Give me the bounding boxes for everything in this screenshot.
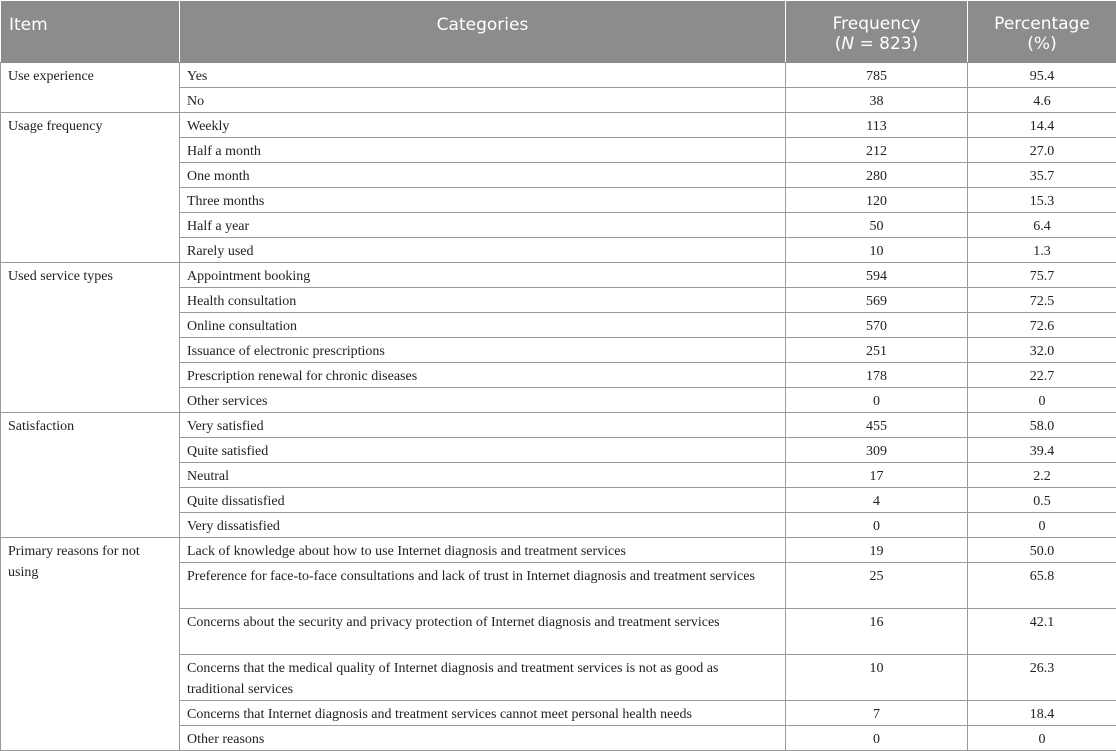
percentage-cell: 75.7 (968, 263, 1116, 288)
frequency-cell: 0 (786, 513, 968, 538)
category-cell: Quite dissatisfied (180, 488, 786, 513)
category-cell: Lack of knowledge about how to use Internet diagnosis and treatment services (180, 538, 786, 563)
category-cell: Preference for face-to-face consultations and lack of trust in Internet diagnosis and treatment services (180, 563, 786, 609)
percentage-cell: 72.5 (968, 288, 1116, 313)
percentage-cell: 50.0 (968, 538, 1116, 563)
category-cell: Other reasons (180, 726, 786, 751)
category-cell: Concerns about the security and privacy protection of Internet diagnosis and treatment services (180, 609, 786, 655)
item-cell: Satisfaction (1, 413, 180, 538)
percentage-cell: 72.6 (968, 313, 1116, 338)
category-cell: Health consultation (180, 288, 786, 313)
percentage-cell: 22.7 (968, 363, 1116, 388)
table-row (1, 413, 1116, 438)
frequency-cell: 10 (786, 238, 968, 263)
frequency-cell: 113 (786, 113, 968, 138)
table-row (1, 263, 1116, 288)
frequency-cell: 120 (786, 188, 968, 213)
frequency-cell: 785 (786, 63, 968, 88)
percentage-cell: 42.1 (968, 609, 1116, 655)
header-frequency-label: Frequency (833, 14, 921, 34)
item-cell: Usage frequency (1, 113, 180, 263)
item-cell: Use experience (1, 63, 180, 113)
frequency-cell: 569 (786, 288, 968, 313)
category-cell: Concerns that the medical quality of Internet diagnosis and treatment services is not as good as traditional services (180, 655, 786, 701)
category-cell: Concerns that Internet diagnosis and treatment services cannot meet personal health needs (180, 701, 786, 726)
frequency-cell: 38 (786, 88, 968, 113)
header-categories: Categories (180, 1, 786, 63)
percentage-cell: 27.0 (968, 138, 1116, 163)
category-cell: One month (180, 163, 786, 188)
percentage-cell: 39.4 (968, 438, 1116, 463)
frequency-cell: 280 (786, 163, 968, 188)
frequency-cell: 4 (786, 488, 968, 513)
table-row (1, 538, 1116, 563)
percentage-cell: 2.2 (968, 463, 1116, 488)
item-cell: Used service types (1, 263, 180, 413)
percentage-cell: 0.5 (968, 488, 1116, 513)
frequency-cell: 50 (786, 213, 968, 238)
category-cell: Half a year (180, 213, 786, 238)
category-cell: Weekly (180, 113, 786, 138)
header-frequency-n: N (841, 34, 854, 54)
frequency-cell: 455 (786, 413, 968, 438)
header-item: Item (1, 1, 180, 63)
category-cell: Appointment booking (180, 263, 786, 288)
frequency-cell: 16 (786, 609, 968, 655)
frequency-cell: 0 (786, 388, 968, 413)
percentage-cell: 15.3 (968, 188, 1116, 213)
category-cell: Yes (180, 63, 786, 88)
category-cell: Very dissatisfied (180, 513, 786, 538)
table-row (1, 113, 1116, 138)
frequency-cell: 10 (786, 655, 968, 701)
frequency-cell: 0 (786, 726, 968, 751)
header-row (1, 1, 1116, 63)
percentage-cell: 35.7 (968, 163, 1116, 188)
category-cell: Issuance of electronic prescriptions (180, 338, 786, 363)
percentage-cell: 0 (968, 726, 1116, 751)
frequency-cell: 251 (786, 338, 968, 363)
header-percentage-unit: (%) (1027, 34, 1056, 54)
frequency-cell: 7 (786, 701, 968, 726)
category-cell: Very satisfied (180, 413, 786, 438)
percentage-cell: 1.3 (968, 238, 1116, 263)
percentage-cell: 6.4 (968, 213, 1116, 238)
percentage-cell: 18.4 (968, 701, 1116, 726)
category-cell: Half a month (180, 138, 786, 163)
header-frequency (786, 1, 968, 63)
category-cell: Three months (180, 188, 786, 213)
percentage-cell: 95.4 (968, 63, 1116, 88)
percentage-cell: 58.0 (968, 413, 1116, 438)
category-cell: Online consultation (180, 313, 786, 338)
frequency-cell: 178 (786, 363, 968, 388)
category-cell: Neutral (180, 463, 786, 488)
percentage-cell: 14.4 (968, 113, 1116, 138)
header-percentage (968, 1, 1116, 63)
percentage-cell: 65.8 (968, 563, 1116, 609)
frequency-cell: 17 (786, 463, 968, 488)
frequency-cell: 19 (786, 538, 968, 563)
header-percentage-label: Percentage (994, 14, 1090, 34)
category-cell: No (180, 88, 786, 113)
percentage-cell: 0 (968, 388, 1116, 413)
frequency-cell: 309 (786, 438, 968, 463)
category-cell: Quite satisfied (180, 438, 786, 463)
category-cell: Other services (180, 388, 786, 413)
percentage-cell: 32.0 (968, 338, 1116, 363)
header-frequency-rest: = 823) (854, 34, 918, 54)
percentage-cell: 0 (968, 513, 1116, 538)
header-frequency-open: ( (835, 34, 842, 54)
frequency-cell: 594 (786, 263, 968, 288)
frequency-cell: 212 (786, 138, 968, 163)
category-cell: Prescription renewal for chronic diseases (180, 363, 786, 388)
percentage-cell: 4.6 (968, 88, 1116, 113)
frequency-cell: 570 (786, 313, 968, 338)
item-cell: Primary reasons for not using (1, 538, 180, 751)
frequency-cell: 25 (786, 563, 968, 609)
category-cell: Rarely used (180, 238, 786, 263)
percentage-cell: 26.3 (968, 655, 1116, 701)
table-row (1, 63, 1116, 88)
